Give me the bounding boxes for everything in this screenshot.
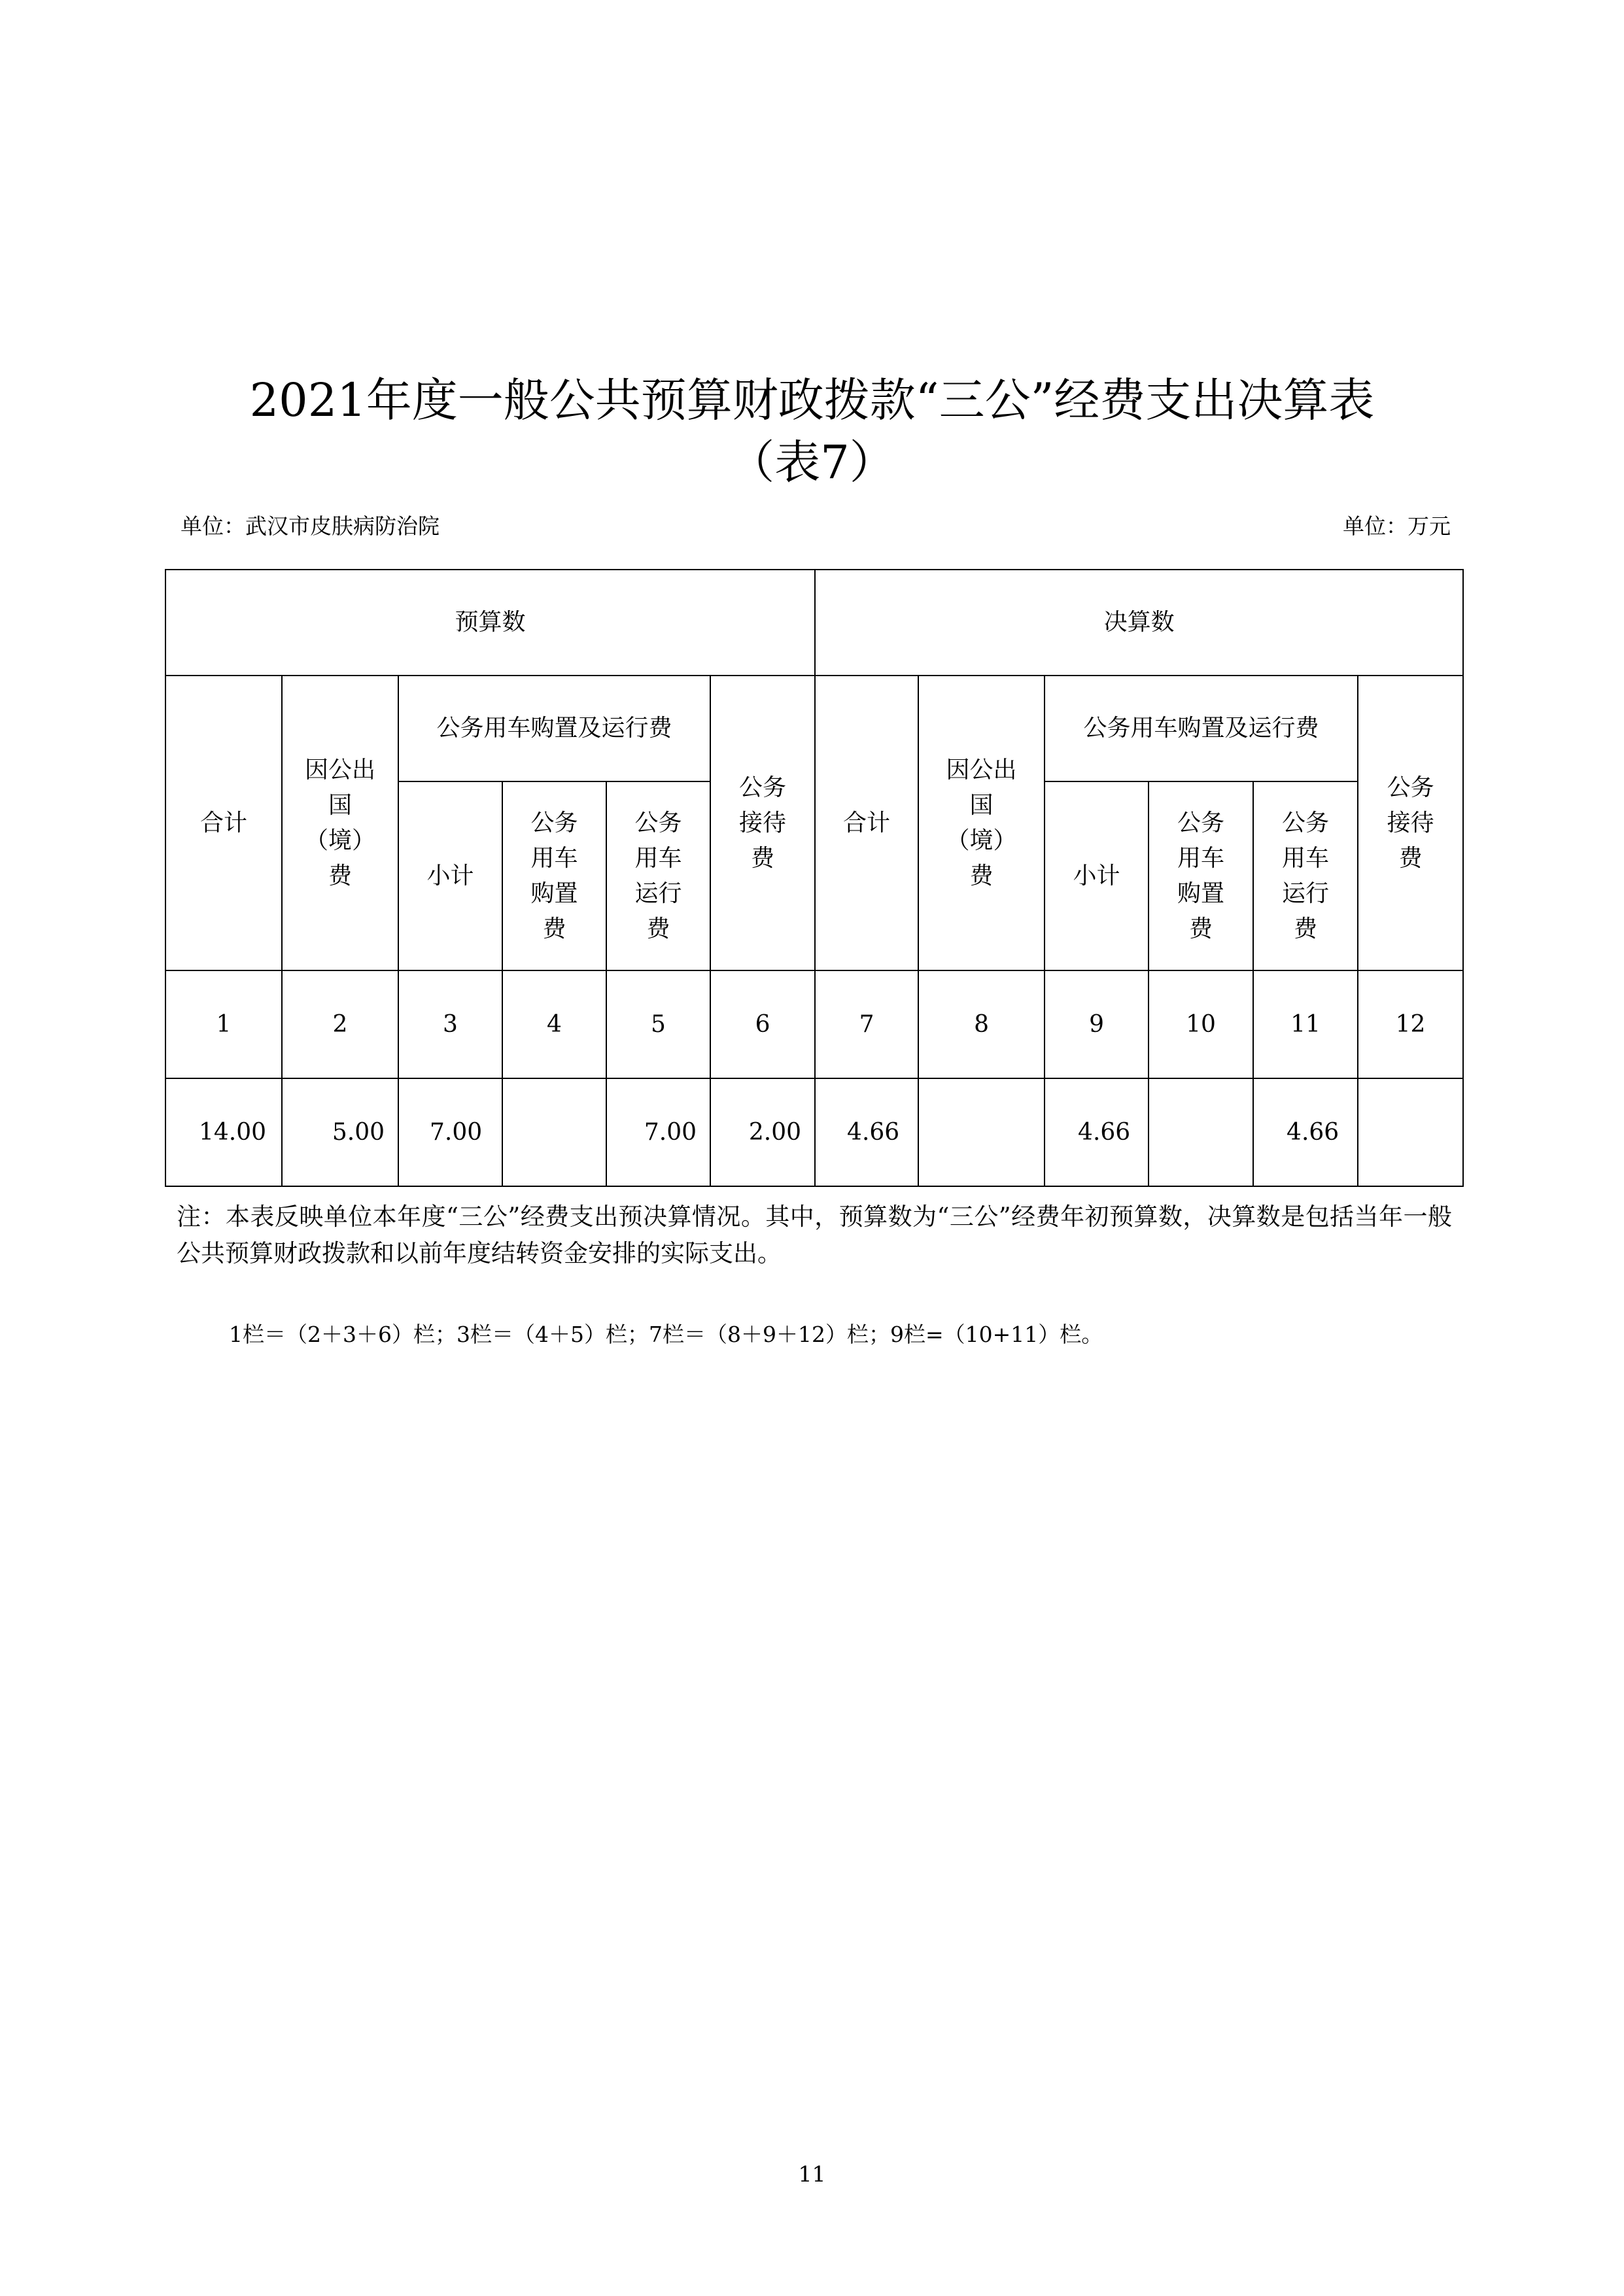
column-number: 4 [502, 970, 606, 1078]
final-vehicle-header: 公务用车购置及运行费 [1045, 676, 1358, 781]
column-number: 5 [606, 970, 710, 1078]
final-reception-header: 公务 接待 费 [1358, 676, 1463, 970]
column-number: 3 [398, 970, 502, 1078]
three-public-expenses-table [165, 569, 1464, 1187]
value-cell: 4.66 [1253, 1078, 1358, 1186]
budget-vehicle-operation-header: 公务 用车 运行 费 [606, 781, 710, 970]
column-number: 11 [1253, 970, 1358, 1078]
column-number: 10 [1149, 970, 1253, 1078]
column-header-row [165, 676, 1463, 781]
final-total-header: 合计 [815, 676, 918, 970]
page-number: 11 [798, 2161, 826, 2187]
budget-subtotal-header: 小计 [398, 781, 502, 970]
final-subtotal-header: 小计 [1045, 781, 1149, 970]
value-cell: 4.66 [1045, 1078, 1149, 1186]
value-cell: 7.00 [398, 1078, 502, 1186]
column-number: 9 [1045, 970, 1149, 1078]
unit-currency: 单位：万元 [1343, 513, 1451, 539]
value-cell: 4.66 [815, 1078, 918, 1186]
value-cell [1149, 1078, 1253, 1186]
value-row [165, 1078, 1463, 1186]
value-cell: 7.00 [606, 1078, 710, 1186]
final-group-header: 决算数 [815, 570, 1463, 676]
final-vehicle-operation-header: 公务 用车 运行 费 [1253, 781, 1358, 970]
budget-vehicle-header: 公务用车购置及运行费 [398, 676, 710, 781]
budget-vehicle-purchase-header: 公务 用车 购置 费 [502, 781, 606, 970]
budget-abroad-header: 因公出 国 （境） 费 [282, 676, 398, 970]
unit-organization: 单位：武汉市皮肤病防治院 [181, 513, 440, 539]
budget-total-header: 合计 [165, 676, 282, 970]
column-number: 8 [918, 970, 1045, 1078]
column-number: 2 [282, 970, 398, 1078]
column-formula: 1栏＝（2＋3＋6）栏；3栏＝（4＋5）栏；7栏＝（8＋9＋12）栏；9栏=（10+11）栏。 [229, 1322, 1103, 1347]
budget-group-header: 预算数 [165, 570, 815, 676]
page-subtitle: （表7） [729, 436, 895, 489]
column-number: 1 [165, 970, 282, 1078]
value-cell [502, 1078, 606, 1186]
budget-reception-header: 公务 接待 费 [710, 676, 815, 970]
value-cell: 2.00 [710, 1078, 815, 1186]
final-abroad-header: 因公出 国 （境） 费 [918, 676, 1045, 970]
final-vehicle-purchase-header: 公务 用车 购置 费 [1149, 781, 1253, 970]
value-cell: 14.00 [165, 1078, 282, 1186]
column-number: 12 [1358, 970, 1463, 1078]
table-note: 注：本表反映单位本年度“三公”经费支出预决算情况。其中，预算数为“三公”经费年初预算数，决算数是包括当年一般公共预算财政拨款和以前年度结转资金安排的实际支出。 [177, 1203, 1452, 1267]
value-cell: 5.00 [282, 1078, 398, 1186]
page-title: 2021年度一般公共预算财政拨款“三公”经费支出决算表 [249, 373, 1375, 427]
column-number: 6 [710, 970, 815, 1078]
column-number-row [165, 970, 1463, 1078]
value-cell [918, 1078, 1045, 1186]
group-header-row [165, 570, 1463, 676]
column-number: 7 [815, 970, 918, 1078]
value-cell [1358, 1078, 1463, 1186]
